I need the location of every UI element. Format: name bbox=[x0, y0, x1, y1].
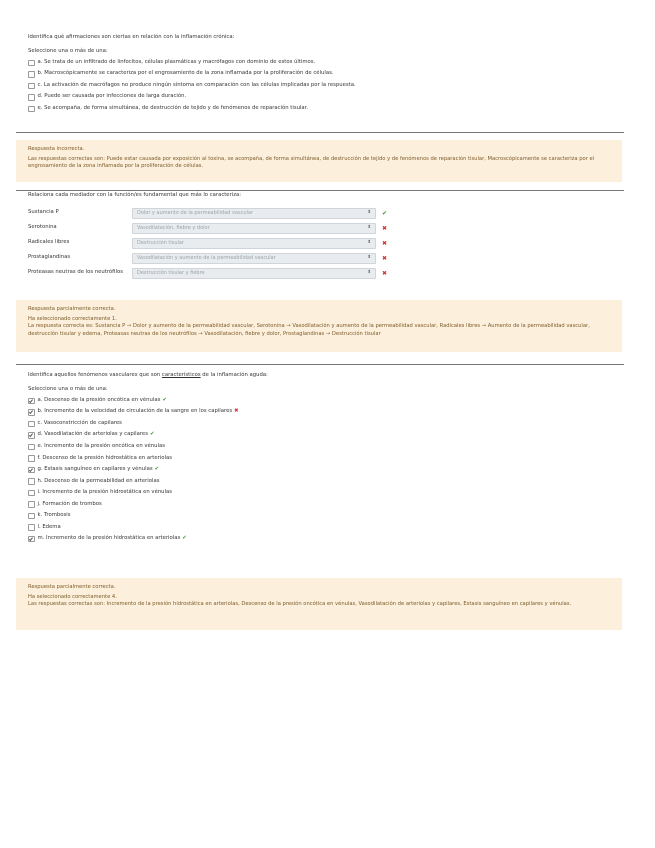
checkbox[interactable] bbox=[28, 83, 35, 90]
q3-option[interactable] bbox=[28, 431, 624, 439]
option-label: d. Vasodilatación de arteriolas y capilares bbox=[37, 431, 148, 438]
checkbox[interactable] bbox=[28, 94, 35, 101]
divider bbox=[16, 364, 624, 365]
option-label: k. Trombosis bbox=[37, 512, 71, 519]
cross-mark-icon: ✖ bbox=[234, 408, 239, 415]
question-3-prompt-end: de la inflamación aguda: bbox=[200, 372, 268, 378]
q1-option[interactable] bbox=[28, 105, 624, 113]
checkbox[interactable] bbox=[28, 60, 35, 67]
checkbox[interactable] bbox=[28, 536, 35, 543]
question-3-prompt-start: Identifica aquellos fenómenos vasculares que son bbox=[28, 372, 162, 378]
question-2-feedback-sub: Ha seleccionado correctamente 1. bbox=[28, 315, 117, 322]
answer-select-value: Vasodilatación y aumento de la permeabilidad vascular bbox=[137, 254, 276, 261]
question-1-instruction: Seleccione una o más de una: bbox=[28, 47, 108, 54]
question-2 bbox=[16, 192, 624, 281]
answer-select-value: Vasodilatación, fiebre y dolor bbox=[137, 224, 210, 231]
match-row bbox=[28, 251, 624, 266]
question-2-match-rows bbox=[16, 206, 624, 281]
answer-select[interactable] bbox=[132, 238, 376, 249]
q3-option[interactable] bbox=[28, 478, 624, 486]
q3-option[interactable] bbox=[28, 466, 624, 474]
mediator-label: Sustancia P bbox=[28, 209, 59, 216]
question-3-instruction: Seleccione una o más de una: bbox=[28, 385, 108, 392]
select-arrow-icon: ⬍ bbox=[367, 240, 371, 246]
option-label: b. Incremento de la velocidad de circulación de la sangre en los capilares bbox=[37, 408, 233, 415]
answer-select[interactable] bbox=[132, 223, 376, 234]
checkbox[interactable] bbox=[28, 467, 35, 474]
cross-mark-icon: ✖ bbox=[382, 224, 388, 232]
question-1-prompt: Identifica qué afirmaciones son ciertas en relación con la inflamación crónica: bbox=[28, 34, 235, 40]
question-2-feedback bbox=[16, 300, 622, 352]
option-label: i. Incremento de la presión hidrostática en vénulas bbox=[37, 489, 173, 496]
checkbox[interactable] bbox=[28, 398, 35, 405]
option-label: h. Descenso de la permeabilidad en arteriolas bbox=[37, 477, 160, 484]
select-arrow-icon: ⬍ bbox=[367, 225, 371, 231]
mediator-label: Radicales libres bbox=[28, 239, 70, 246]
q3-option[interactable] bbox=[28, 420, 624, 428]
question-3-feedback-sub: Ha seleccionado correctamente 4. bbox=[28, 593, 117, 600]
question-2-feedback-text: La respuesta correcta es: Sustancia P → Dolor y aumento de la permeabilidad vascular, Serotonina → Vasodilatación y aumento de la permeabilidad vascular, Radicales libres → Aumento de la permeabilidad vascular, destrucción tisular y edema, Proteasas neutras de los neutrófilos → Vasodilatación, fiebre y dolor, Prostaglandinas → Destrucción tisular bbox=[28, 323, 590, 337]
select-arrow-icon: ⬍ bbox=[367, 255, 371, 261]
option-label: e. Incremento de la presión oncótica en vénulas bbox=[37, 443, 165, 449]
option-label: b. Macroscópicamente se caracteriza por el engrosamiento de la zona inflamada por la proliferación de células. bbox=[37, 70, 334, 77]
q3-option[interactable] bbox=[28, 455, 624, 463]
question-1-feedback bbox=[16, 140, 622, 182]
cross-mark-icon: ✖ bbox=[382, 269, 388, 277]
checkbox[interactable] bbox=[28, 106, 35, 113]
option-label: f. Descenso de la presión hidrostática en arteriolas bbox=[37, 454, 172, 461]
match-row bbox=[28, 221, 624, 236]
option-label: d. Puede ser causada por infecciones de larga duración. bbox=[37, 93, 187, 100]
cross-mark-icon: ✖ bbox=[382, 239, 388, 247]
question-3-prompt-underlined: característicos bbox=[161, 372, 201, 378]
checkbox[interactable] bbox=[28, 490, 35, 497]
checkbox[interactable] bbox=[28, 513, 35, 520]
checkbox[interactable] bbox=[28, 432, 35, 439]
checkbox[interactable] bbox=[28, 501, 35, 508]
question-3-prompt bbox=[28, 372, 624, 380]
check-mark-icon: ✔ bbox=[149, 431, 155, 438]
option-label: l. Edema bbox=[37, 523, 61, 530]
option-label: m. Incremento de la presión hidrostática en arteriolas bbox=[37, 535, 181, 542]
cross-mark-icon: ✖ bbox=[382, 254, 388, 262]
checkbox[interactable] bbox=[28, 71, 35, 78]
option-label: a. Descenso de la presión oncótica en vénulas bbox=[37, 396, 161, 403]
mediator-label: Prostaglandinas bbox=[28, 254, 71, 261]
match-row bbox=[28, 266, 624, 281]
question-2-feedback-title: Respuesta parcialmente correcta. bbox=[28, 306, 116, 312]
mediator-label: Proteasas neutras de los neutrófilos bbox=[28, 269, 123, 276]
q1-option[interactable] bbox=[28, 82, 624, 90]
answer-select-value: Destrucción tisular y fiebre bbox=[137, 269, 205, 276]
q3-option[interactable] bbox=[28, 408, 624, 416]
question-3-options bbox=[16, 397, 624, 543]
match-row bbox=[28, 206, 624, 221]
answer-select-value: Dolor y aumento de la permeabilidad vascular bbox=[137, 209, 254, 216]
answer-select-value: Destrucción tisular bbox=[137, 239, 185, 246]
mediator-label: Serotonina bbox=[28, 224, 57, 231]
option-label: a. Se trata de un infiltrado de linfocitos, células plasmáticas y macrófagos con dominio de estos últimos. bbox=[37, 58, 316, 65]
option-label: g. Estasis sanguíneo en capilares y vénulas bbox=[37, 466, 153, 473]
option-label: j. Formación de trombos bbox=[37, 500, 102, 507]
check-mark-icon: ✔ bbox=[162, 396, 167, 403]
check-mark-icon: ✔ bbox=[382, 209, 388, 217]
checkbox[interactable] bbox=[28, 478, 35, 485]
select-arrow-icon: ⬍ bbox=[367, 210, 371, 216]
question-1-feedback-title: Respuesta incorrecta. bbox=[28, 146, 85, 152]
question-3-feedback-text: Las respuestas correctas son: Incremento de la presión hidrostática en arteriolas, Descenso de la presión oncótica en vénulas, Vasodilatación de arteriolas y capilares, Estasis sanguíneo en capilares y vénulas. bbox=[28, 601, 572, 608]
question-1 bbox=[16, 34, 624, 117]
divider bbox=[16, 132, 624, 133]
option-label: e. Se acompaña, de forma simultánea, de destrucción de tejido y de fenómenos de reparación tisular. bbox=[37, 105, 309, 111]
q3-option[interactable] bbox=[28, 489, 624, 497]
check-mark-icon: ✔ bbox=[182, 535, 187, 542]
q1-option[interactable] bbox=[28, 93, 624, 101]
divider bbox=[16, 190, 624, 191]
q1-option[interactable] bbox=[28, 59, 624, 67]
check-mark-icon: ✔ bbox=[154, 466, 160, 473]
question-2-prompt: Relaciona cada mediador con la función/es fundamental que más lo caracteriza: bbox=[28, 192, 242, 198]
q3-option[interactable] bbox=[28, 524, 624, 532]
checkbox[interactable] bbox=[28, 524, 35, 531]
option-label: c. Vasoconstricción de capilares bbox=[37, 419, 122, 426]
q3-option[interactable] bbox=[28, 397, 624, 405]
answer-select[interactable] bbox=[132, 253, 376, 264]
q3-option[interactable] bbox=[28, 501, 624, 509]
question-3-feedback-title: Respuesta parcialmente correcta. bbox=[28, 584, 116, 590]
answer-select[interactable] bbox=[132, 268, 376, 279]
q1-option[interactable] bbox=[28, 70, 624, 78]
checkbox[interactable] bbox=[28, 455, 35, 462]
checkbox[interactable] bbox=[28, 421, 35, 428]
checkbox[interactable] bbox=[28, 444, 35, 451]
option-label: c. La activación de macrófagos no produce ningún síntoma en comparación con las células implicadas por la respuesta. bbox=[37, 81, 356, 88]
question-1-feedback-text: Las respuestas correctas son: Puede estar causada por exposición al toxina, se acompaña, de forma simultánea, de destrucción de tejido y de fenómenos de reparación tisular, Macroscópicamente se caracteriza por el engrosamiento de la zona inflamada por la proliferación de células. bbox=[28, 155, 595, 170]
question-3-feedback bbox=[16, 578, 622, 630]
q3-option[interactable] bbox=[28, 535, 624, 543]
question-3 bbox=[16, 372, 624, 547]
answer-select[interactable] bbox=[132, 208, 376, 219]
q3-option[interactable] bbox=[28, 443, 624, 451]
checkbox[interactable] bbox=[28, 409, 35, 416]
match-row bbox=[28, 236, 624, 251]
select-arrow-icon: ⬍ bbox=[367, 270, 371, 276]
question-1-options bbox=[16, 59, 624, 113]
q3-option[interactable] bbox=[28, 512, 624, 520]
